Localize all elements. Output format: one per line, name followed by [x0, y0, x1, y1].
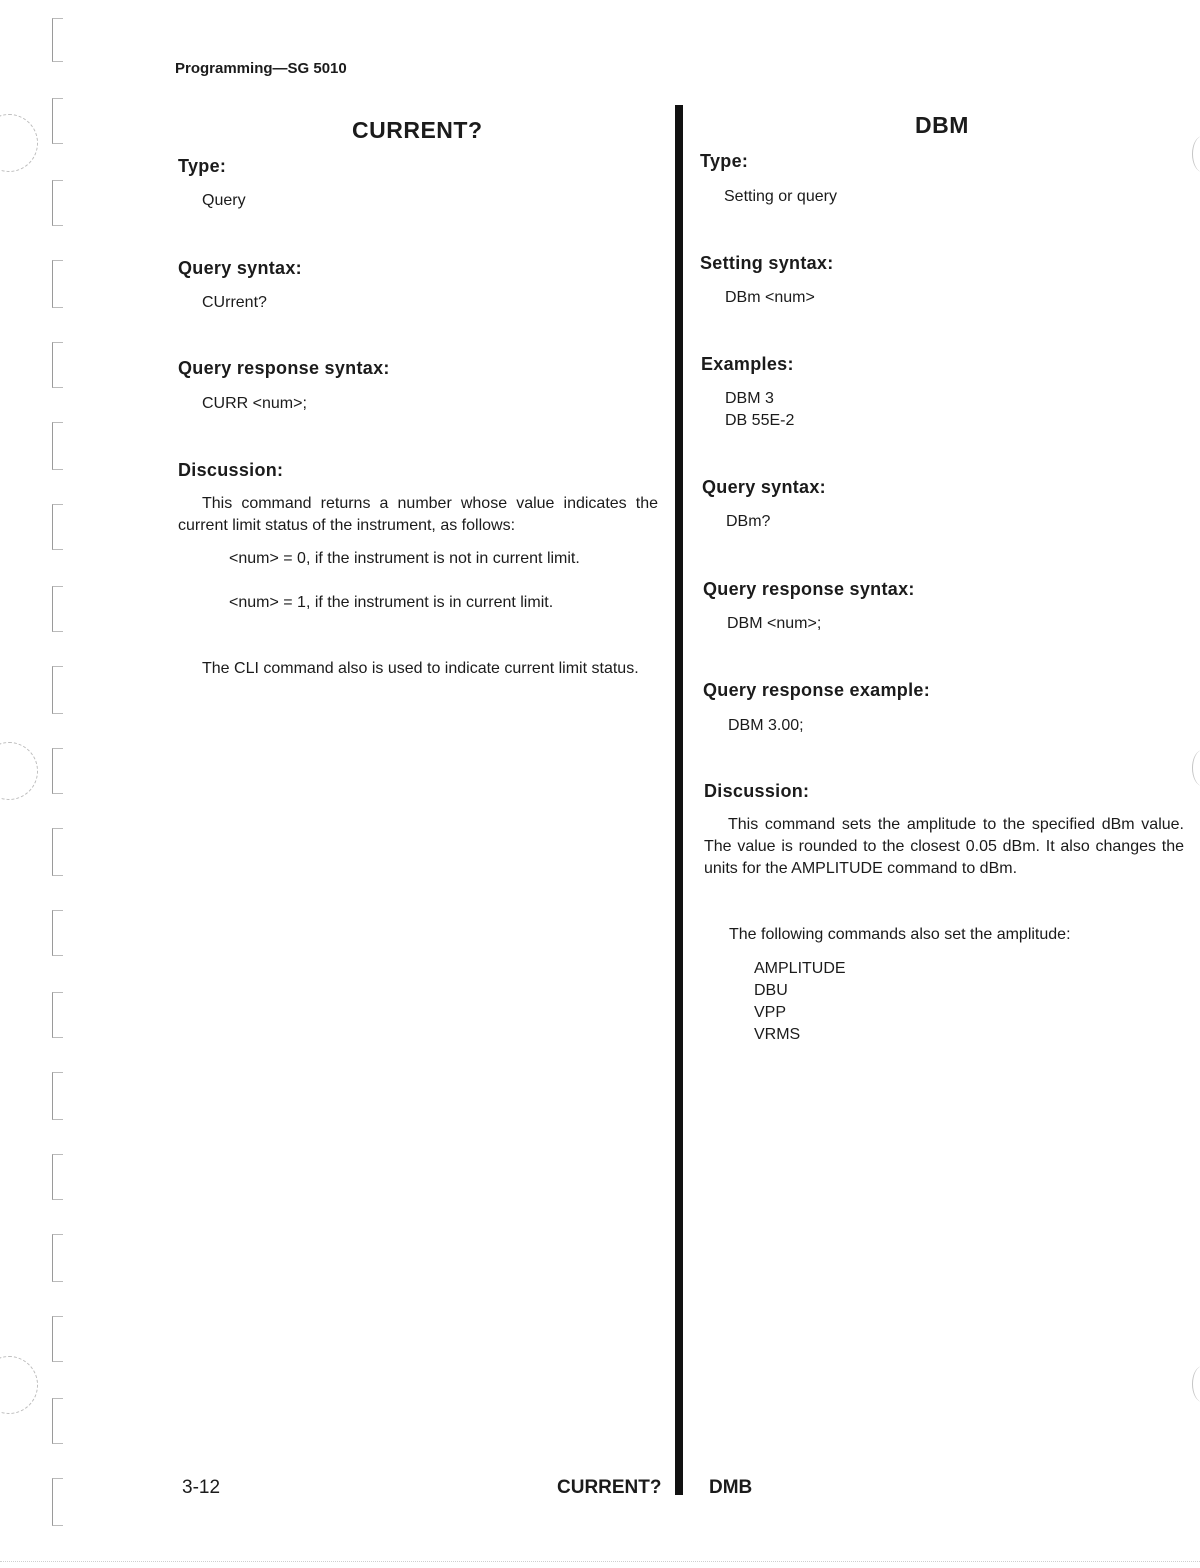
command-item: VRMS	[754, 1026, 801, 1043]
right-query-syntax-heading: Query syntax:	[702, 477, 826, 497]
right-type-value: Setting or query	[724, 188, 837, 205]
running-header: Programming—SG 5010	[175, 60, 347, 77]
example-line: DBM 3	[725, 390, 774, 407]
right-response-example-value: DBM 3.00;	[728, 717, 804, 734]
left-discussion-paragraph: This command returns a number whose value indicates the current limit status of the instrument, as follows:	[178, 495, 658, 534]
left-response-value: CURR <num>;	[202, 395, 307, 412]
right-discussion-paragraph-2: The following commands also set the amplitude:	[729, 926, 1071, 943]
right-type-heading: Type:	[700, 151, 749, 171]
left-query-syntax-heading: Query syntax:	[178, 258, 302, 278]
command-item: DBU	[754, 982, 788, 999]
column-divider	[675, 105, 683, 1495]
left-status-item-2: <num> = 1, if the instrument is in current limit.	[229, 594, 554, 611]
right-discussion-heading: Discussion:	[704, 781, 810, 801]
left-type-heading: Type:	[178, 156, 227, 176]
right-query-syntax-value: DBm?	[726, 513, 771, 530]
left-status-item-1: <num> = 0, if the instrument is not in current limit.	[229, 550, 580, 567]
right-response-example-heading: Query response example:	[703, 680, 930, 700]
left-title: CURRENT?	[352, 117, 483, 143]
command-item: AMPLITUDE	[754, 960, 846, 977]
command-item: VPP	[754, 1004, 787, 1021]
left-discussion-paragraph-2: The CLI command also is used to indicate current limit status.	[202, 660, 639, 677]
example-line: DB 55E-2	[725, 412, 795, 429]
right-response-value: DBM <num>;	[727, 615, 822, 632]
footer-right-label: DMB	[709, 1477, 753, 1498]
right-response-heading: Query response syntax:	[703, 579, 915, 599]
left-response-heading: Query response syntax:	[178, 358, 390, 378]
left-query-syntax-value: CUrrent?	[202, 294, 267, 311]
left-type-value: Query	[202, 192, 246, 209]
footer-left-label: CURRENT?	[557, 1477, 662, 1498]
page-number: 3-12	[182, 1477, 221, 1498]
right-examples-heading: Examples:	[701, 354, 794, 374]
right-discussion-paragraph: This command sets the amplitude to the specified dBm value. The value is rounded to the closest 0.05 dBm. It also changes the units for the AMPLITUDE command to dBm.	[704, 816, 1184, 877]
right-title: DBM	[915, 112, 969, 138]
left-discussion-heading: Discussion:	[178, 460, 284, 480]
right-setting-syntax-value: DBm <num>	[725, 289, 815, 306]
right-commands-list	[754, 958, 846, 1046]
right-setting-syntax-heading: Setting syntax:	[700, 253, 834, 273]
right-examples-list	[725, 388, 794, 432]
